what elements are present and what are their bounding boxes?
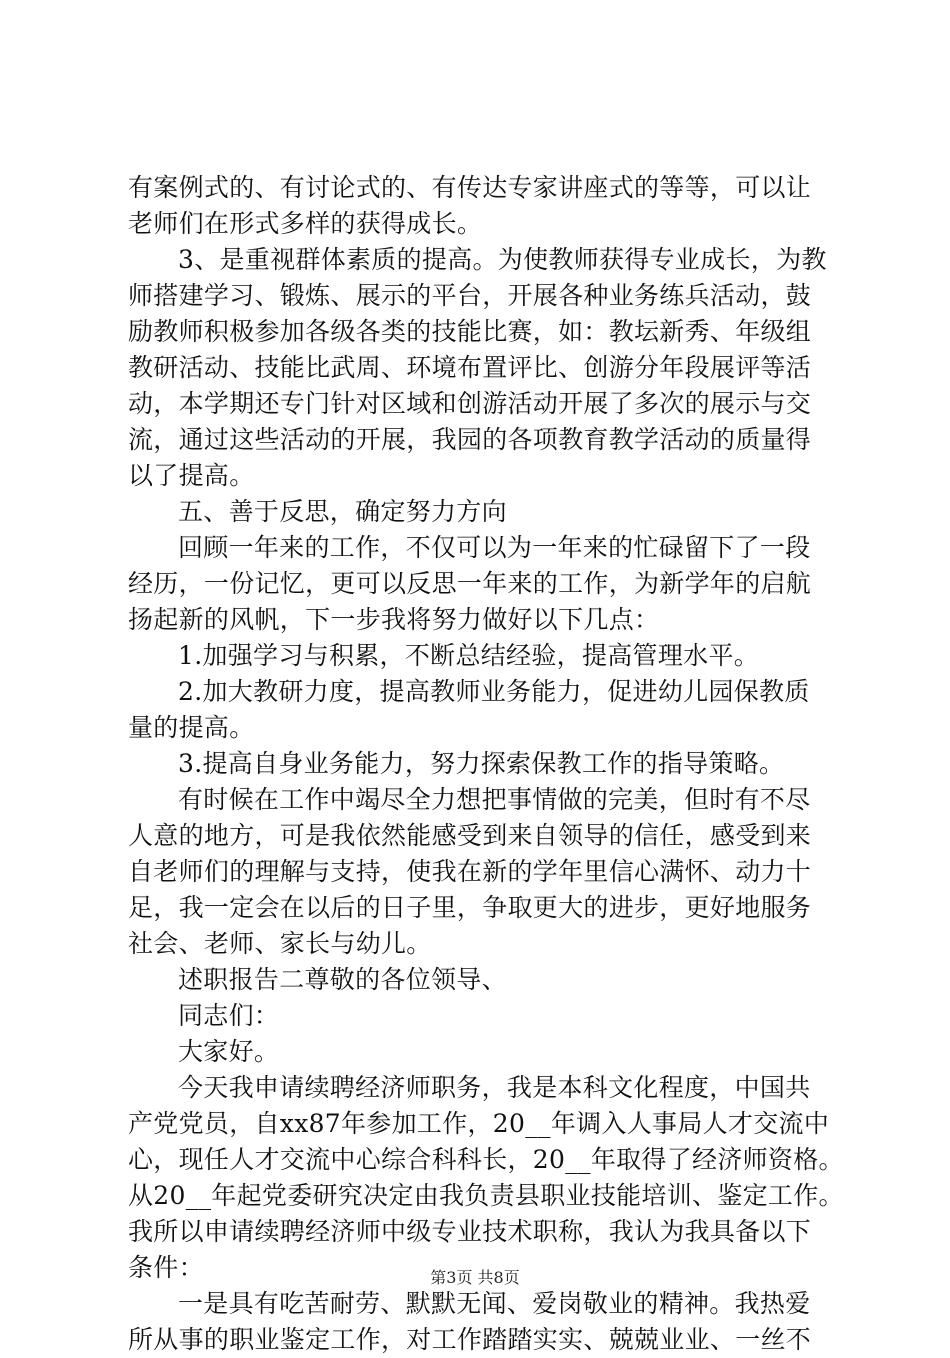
text-line: 以了提高。 [128, 461, 255, 490]
text-line: 老师们在形式多样的获得成长。 [128, 209, 483, 238]
text-line: 足，我一定会在以后的日子里，争取更大的进步，更好地服务 [128, 893, 812, 922]
text-line: 我所以申请续聘经济师中级专业技术职称，我认为我具备以下 [128, 1217, 812, 1246]
text-line: 有案例式的、有讨论式的、有传达专家讲座式的等等，可以让 [128, 173, 812, 202]
text-line: 一是具有吃苦耐劳、默默无闻、爱岗敬业的精神。我热爱 [178, 1289, 811, 1318]
text-line: 经历，一份记忆，更可以反思一年来的工作，为新学年的启航 [128, 569, 812, 598]
text-line: 从20__年起党委研究决定由我负责县职业技能培训、鉴定工作。 [128, 1181, 844, 1210]
text-line: 社会、老师、家长与幼儿。 [128, 929, 432, 958]
text-line: 所从事的职业鉴定工作，对工作踏踏实实、兢兢业业、一丝不 [128, 1325, 812, 1354]
text-line: 条件： [128, 1253, 204, 1282]
text-line: 产党党员，自xx87年参加工作，20__年调入人事局人才交流中 [128, 1109, 830, 1138]
text-line: 大家好。 [178, 1037, 280, 1066]
page-footer: 第3页 共8页 [430, 1268, 520, 1287]
text-line: 流，通过这些活动的开展，我园的各项教育教学活动的质量得 [128, 425, 812, 454]
text-line: 3、是重视群体素质的提高。为使教师获得专业成长，为教 [178, 245, 827, 274]
text-line: 量的提高。 [128, 713, 255, 742]
text-line: 1.加强学习与积累，不断总结经验，提高管理水平。 [178, 641, 760, 670]
text-line: 回顾一年来的工作，不仅可以为一年来的忙碌留下了一段 [178, 533, 811, 562]
text-line: 人意的地方，可是我依然能感受到来自领导的信任，感受到来 [128, 821, 812, 850]
text-line: 动，本学期还专门针对区域和创游活动开展了多次的展示与交 [128, 389, 812, 418]
text-line: 今天我申请续聘经济师职务，我是本科文化程度，中国共 [178, 1073, 811, 1102]
document-body [128, 170, 844, 1358]
text-line: 五、善于反思，确定努力方向 [178, 497, 507, 526]
text-line: 励教师积极参加各级各类的技能比赛，如：教坛新秀、年级组 [128, 317, 812, 346]
text-line: 述职报告二尊敬的各位领导、 [178, 965, 507, 994]
text-line: 2.加大教研力度，提高教师业务能力，促进幼儿园保教质 [178, 677, 810, 706]
text-line: 同志们： [178, 1001, 280, 1030]
text-line: 自老师们的理解与支持，使我在新的学年里信心满怀、动力十 [128, 857, 812, 886]
text-line: 师搭建学习、锻炼、展示的平台，开展各种业务练兵活动，鼓 [128, 281, 812, 310]
text-line: 扬起新的风帆，下一步我将努力做好以下几点： [128, 605, 660, 634]
text-line: 教研活动、技能比武周、环境布置评比、创游分年段展评等活 [128, 353, 812, 382]
text-line: 心，现任人才交流中心综合科科长，20__年取得了经济师资格。 [128, 1145, 844, 1174]
text-line: 有时候在工作中竭尽全力想把事情做的完美，但时有不尽 [178, 785, 811, 814]
text-line: 3.提高自身业务能力，努力探索保教工作的指导策略。 [178, 749, 785, 778]
